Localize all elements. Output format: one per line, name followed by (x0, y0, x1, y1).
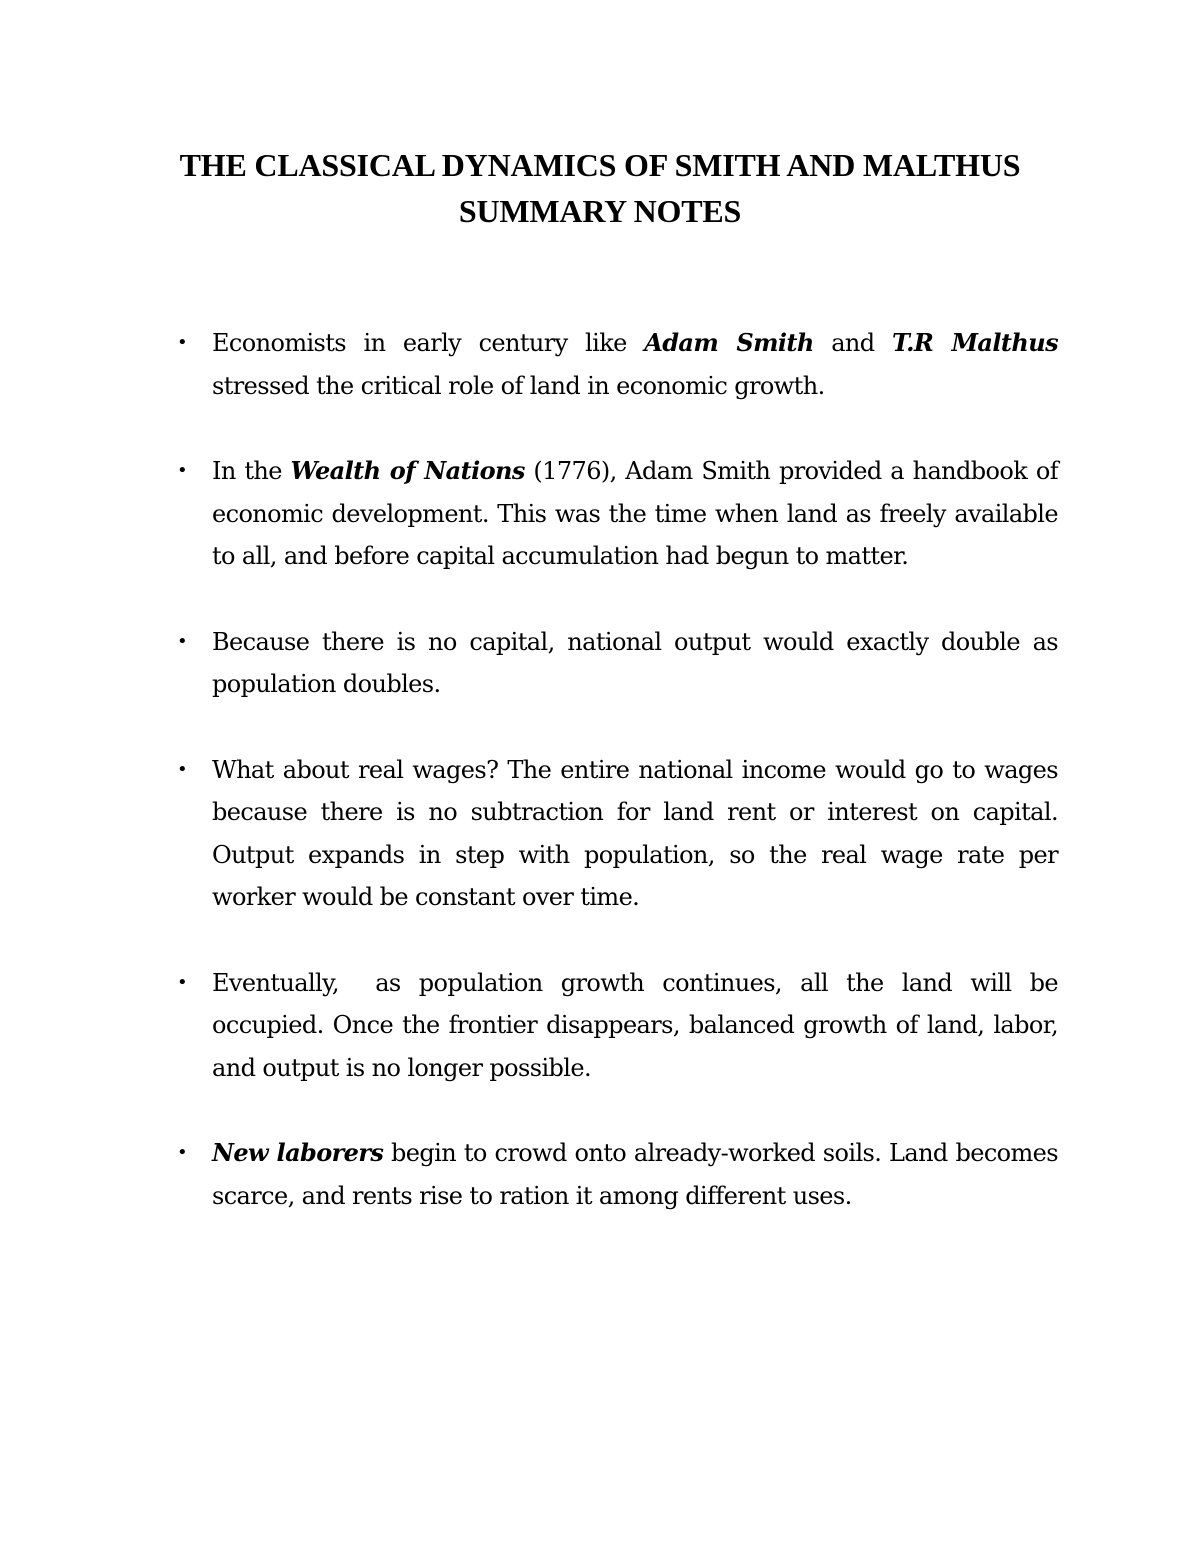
list-item (176, 621, 1058, 706)
bullet-icon: • (176, 332, 188, 353)
emphasis-wealth-of-nations: Wealth of Nations (290, 456, 525, 485)
list-item (176, 322, 1058, 407)
note-text: What about real wages? The entire national income would go to wages because there is no subtraction for land rent or interest on capital. Output expands in step with population, so the real wage rate per worker would be constant over time. (212, 755, 1058, 911)
emphasis-new-laborers: New laborers (212, 1138, 384, 1167)
bullet-icon: • (176, 1142, 188, 1163)
list-item (176, 962, 1066, 1090)
list-item (176, 450, 1058, 578)
list-item (176, 749, 1058, 919)
bullet-icon: • (176, 460, 188, 481)
note-text: Eventually, as population growth continues, all the land will be occupied. Once the frontier disappears, balanced growth of land, labor, and output is no longer possible. (212, 968, 1066, 1082)
note-text: In the (212, 457, 291, 485)
notes-list (176, 322, 1066, 1260)
emphasis-tr-malthus: T.R Malthus (892, 328, 1058, 357)
bullet-icon: • (176, 758, 188, 780)
bullet-icon: • (176, 971, 188, 993)
emphasis-adam-smith: Adam Smith (644, 328, 814, 357)
note-text: stressed the critical role of land in economic growth. (212, 371, 825, 400)
note-text: and (813, 329, 892, 357)
bullet-icon: • (176, 630, 188, 652)
document-title (0, 142, 1200, 234)
list-item (176, 1132, 1058, 1217)
note-text: begin to crowd onto already-worked soils. Land becomes scarce, and rents rise to ration it among different uses. (212, 1139, 1058, 1210)
note-text: Economists in early century like (212, 329, 645, 357)
note-text: (1776), Adam Smith provided a handbook of economic development. This was the time when land as freely available to all, and before capital accumulation had begun to matter. (212, 457, 1058, 570)
title-line-1: THE CLASSICAL DYNAMICS OF SMITH AND MALTHUS (179, 147, 1021, 183)
note-text: Because there is no capital, national output would exactly double as population doubles. (212, 627, 1058, 698)
title-line-2: SUMMARY NOTES (458, 193, 742, 229)
